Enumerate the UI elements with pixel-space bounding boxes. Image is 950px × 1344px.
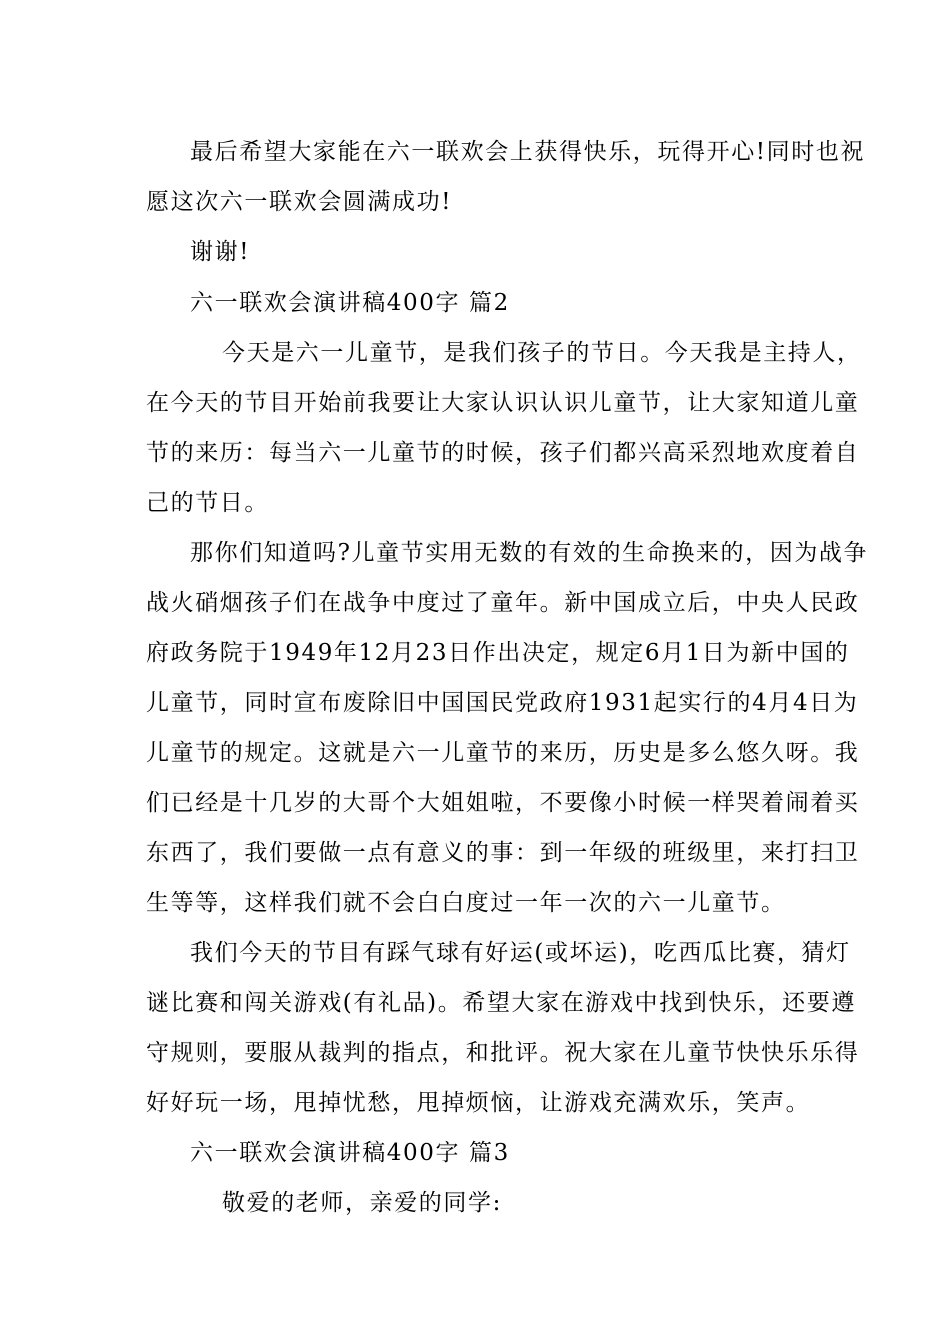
paragraph-line: 谢谢! [190,239,251,265]
paragraph-line: 守规则，要服从裁判的指点，和批评。祝大家在儿童节快快乐乐得 [146,1040,860,1066]
paragraph-line: 好好玩一场，甩掉忧愁，甩掉烦恼，让游戏充满欢乐，笑声。 [146,1090,811,1116]
section-heading: 六一联欢会演讲稿400字 篇3 [190,1140,510,1166]
paragraph-line: 谜比赛和闯关游戏(有礼品)。希望大家在游戏中找到快乐，还要遵 [146,990,856,1016]
paragraph-line: 们已经是十几岁的大哥个大姐姐啦，不要像小时候一样哭着闹着买 [146,790,860,816]
paragraph-line: 今天是六一儿童节，是我们孩子的节日。今天我是主持人， [222,340,862,366]
paragraph-line: 己的节日。 [146,490,269,516]
paragraph-line: 儿童节的规定。这就是六一儿童节的来历，历史是多么悠久呀。我 [146,740,860,766]
paragraph-line: 那你们知道吗?儿童节实用无数的有效的生命换来的，因为战争 [190,540,869,566]
paragraph-line: 生等等，这样我们就不会白白度过一年一次的六一儿童节。 [146,890,786,916]
paragraph-line: 儿童节，同时宣布废除旧中国国民党政府1931起实行的4月4日为 [146,690,859,716]
paragraph-line: 敬爱的老师，亲爱的同学: [222,1190,502,1216]
paragraph-line: 东西了，我们要做一点有意义的事：到一年级的班级里，来打扫卫 [146,840,860,866]
paragraph-line: 愿这次六一联欢会圆满成功! [146,189,453,215]
paragraph-line: 战火硝烟孩子们在战争中度过了童年。新中国成立后，中央人民政 [146,590,860,616]
paragraph-line: 我们今天的节目有踩气球有好运(或坏运)，吃西瓜比赛，猜灯 [190,940,851,966]
section-heading: 六一联欢会演讲稿400字 篇2 [190,290,510,316]
paragraph-line: 府政务院于1949年12月23日作出决定，规定6月1日为新中国的 [146,640,850,666]
paragraph-line: 最后希望大家能在六一联欢会上获得快乐，玩得开心!同时也祝 [190,139,866,165]
paragraph-line: 节的来历：每当六一儿童节的时候，孩子们都兴高采烈地欢度着自 [146,440,860,466]
paragraph-line: 在今天的节目开始前我要让大家认识认识儿童节，让大家知道儿童 [146,390,860,416]
